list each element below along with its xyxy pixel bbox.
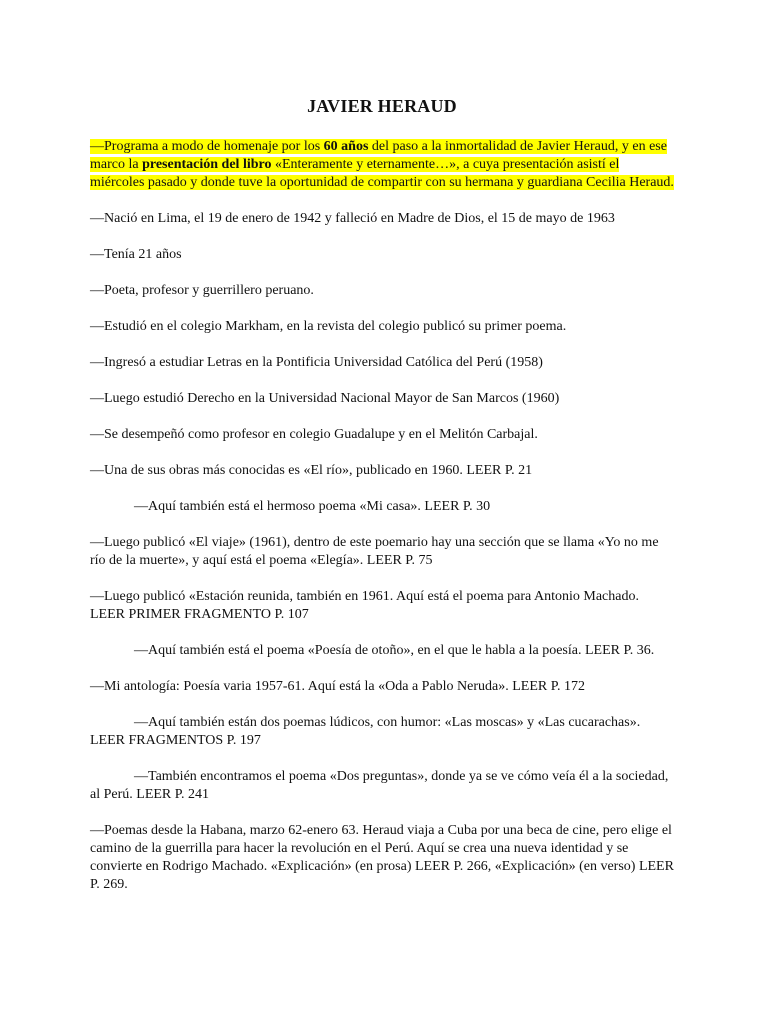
paragraph-mi-casa: —Aquí también está el hermoso poema «Mi casa». LEER P. 30	[134, 499, 491, 514]
intro-bold-1: 60 años	[323, 139, 369, 154]
intro-bold-2: presentación del libro	[142, 157, 272, 172]
paragraph-ludicos: —Aquí también están dos poemas lúdicos, con humor: «Las moscas» y «Las cucarachas». LEER FRAGMENTOS P. 197	[90, 715, 641, 748]
intro-text-3: «Enteramente y eternamente…», a cuya presentación asistí el miércoles pasado y donde tuve la oportunidad de compartir con su hermana y guardiana Cecilia Heraud.	[90, 157, 674, 190]
paragraph-teacher: —Se desempeñó como profesor en colegio Guadalupe y en el Melitón Carbajal.	[90, 427, 538, 442]
paragraph-estacion-reunida: —Luego publicó «Estación reunida, también en 1961. Aquí está el poema para Antonio Machado. LEER PRIMER FRAGMENTO P. 107	[90, 589, 639, 622]
paragraph-el-viaje: —Luego publicó «El viaje» (1961), dentro de este poemario hay una sección que se llama «Yo no me río de la muerte», y aquí está el poema «Elegía». LEER P. 75	[90, 535, 659, 568]
paragraph-derecho: —Luego estudió Derecho en la Universidad Nacional Mayor de San Marcos (1960)	[90, 391, 560, 406]
paragraph-school: —Estudió en el colegio Markham, en la revista del colegio publicó su primer poema.	[90, 319, 567, 334]
paragraph-birth: —Nació en Lima, el 19 de enero de 1942 y falleció en Madre de Dios, el 15 de mayo de 1963	[90, 211, 615, 226]
paragraph-occupation: —Poeta, profesor y guerrillero peruano.	[90, 283, 314, 298]
intro-text-2: del paso a la inmortalidad de Javier Heraud, y en ese marco la	[90, 139, 667, 172]
paragraph-poesia-otono: —Aquí también está el poema «Poesía de otoño», en el que le habla a la poesía. LEER P. 36.	[134, 643, 655, 658]
intro-text-1: —Programa a modo de homenaje por los	[90, 139, 324, 154]
paragraph-el-rio: —Una de sus obras más conocidas es «El río», publicado en 1960. LEER P. 21	[90, 463, 533, 478]
highlighted-text	[90, 139, 674, 190]
paragraph-antologia: —Mi antología: Poesía varia 1957-61. Aquí está la «Oda a Pablo Neruda». LEER P. 172	[90, 679, 585, 694]
paragraph-habana: —Poemas desde la Habana, marzo 62-enero 63. Heraud viaja a Cuba por una beca de cine, pero elige el camino de la guerrilla para hacer la revolución en el Perú. Aquí se crea una nueva identidad y se convierte en Rodrigo Machado. «Explicación» (en prosa) LEER P. 266, «Explicación» (en verso) LEER P. 269.	[90, 823, 674, 892]
paragraph-dos-preguntas: —También encontramos el poema «Dos preguntas», donde ya se ve cómo veía él a la sociedad, al Perú. LEER P. 241	[90, 769, 669, 802]
document-title: JAVIER HERAUD	[307, 96, 457, 116]
intro-paragraph	[90, 138, 674, 192]
paragraph-letras: —Ingresó a estudiar Letras en la Pontificia Universidad Católica del Perú (1958)	[90, 355, 543, 370]
paragraph-age: —Tenía 21 años	[90, 247, 182, 262]
